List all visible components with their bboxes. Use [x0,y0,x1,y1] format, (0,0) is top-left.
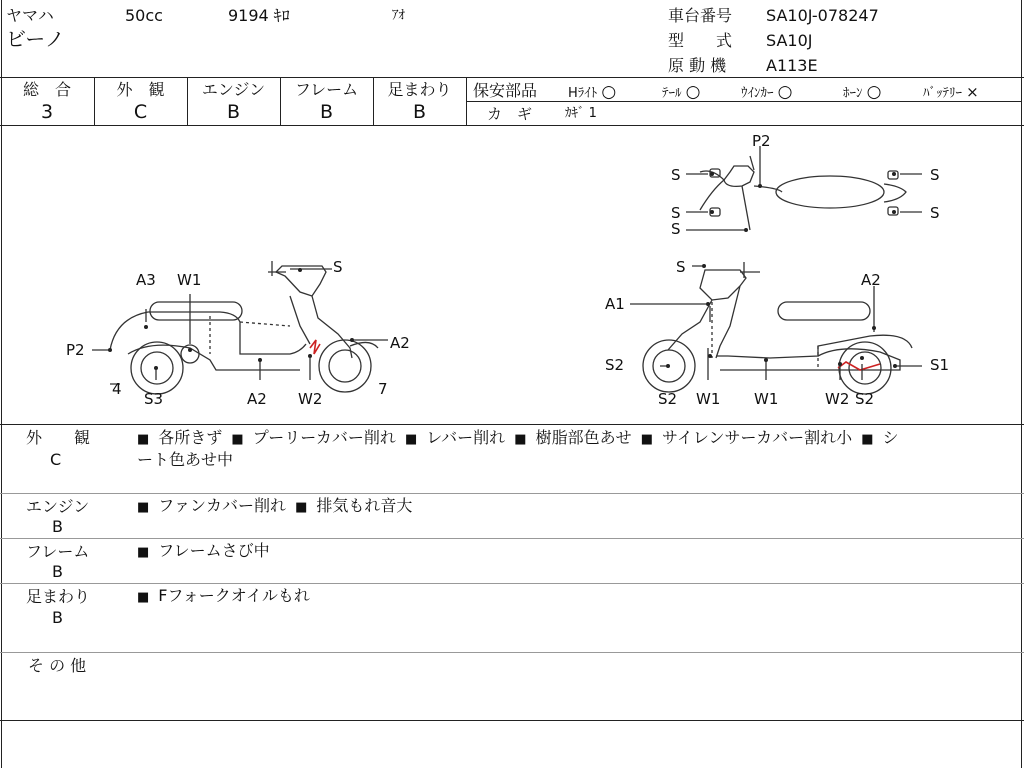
note-divider-2 [0,538,1024,539]
label-left-W2: W2 [298,390,323,408]
safety-horn-mark: ○ [866,82,882,102]
displacement: 50cc [125,6,163,25]
note-engine-grade: B [52,517,63,536]
note-engine-item: ■ ファンカバー削れ [137,496,286,515]
label-right-W2: W2 [825,390,850,408]
note-suspension-items [137,586,310,608]
note-exterior-item: ■ レバー削れ [405,428,505,447]
note-engine-label: エンジン [26,497,90,516]
top-view-scooter [686,146,922,230]
label-right-S2-wheel: S2 [658,390,678,408]
note-exterior-item-tail: ート色あせ中 [137,450,234,469]
safety-battery-mark: × [966,83,979,101]
note-frame-label: フレーム [26,542,90,561]
label-left-A3: A3 [136,271,156,289]
type-label: 型 式 [668,31,733,50]
label-right-S1: S1 [930,356,950,374]
label-left-A2: A2 [247,390,267,408]
safety-headlight: Hﾗｲﾄ ○ [568,82,617,102]
safety-headlight-mark: ○ [601,82,617,102]
grade-exterior-value: C [133,101,148,123]
note-divider-1 [0,493,1024,494]
grade-engine-label: エンジン [201,80,266,99]
header-divider [0,77,1024,78]
label-top-S-3: S [671,220,681,238]
model-name: ビーノ [6,27,65,51]
note-exterior-grade: C [50,450,62,469]
key-label: カ ギ [487,105,533,123]
note-frame-grade: B [52,562,63,581]
key-value: ｶｷﾞ 1 [565,106,597,121]
label-right-S2: S2 [855,390,875,408]
note-engine-item: ■ 排気もれ音大 [295,496,412,515]
label-right-W1-a: W1 [696,390,721,408]
note-suspension-label: 足まわり [26,587,91,606]
label-right-A1: A1 [605,295,625,313]
grade-overall-label: 総 合 [22,80,71,99]
diagram-bottom-line [0,424,1024,425]
label-left-S: S [333,258,343,276]
note-exterior-label: 外 観 [26,428,91,447]
note-suspension-item: ■ Fフォークオイルもれ [137,586,310,605]
note-exterior-item-tail-prefix: ■ シ [861,428,898,447]
color: ｱｵ [392,8,405,23]
grade-suspension-value: B [412,101,427,123]
label-top-S-1: S [671,166,681,184]
label-top-S-2: S [671,204,681,222]
note-divider-5 [0,720,1024,721]
label-right-W1-b: W1 [754,390,779,408]
mileage: 9194 ｷﾛ [228,6,290,25]
note-other-label: そ の 他 [28,656,87,675]
note-exterior-item: ■ 各所きず [137,428,222,447]
label-right-S2-left: S2 [605,356,625,374]
note-suspension-grade: B [52,608,63,627]
grade-frame-label: フレーム [294,80,359,99]
safety-label: 保安部品 [473,81,538,100]
note-engine-items [137,496,412,518]
note-exterior-items [137,428,899,450]
label-right-A2: A2 [861,271,881,289]
label-top-P2: P2 [752,132,771,150]
note-frame-items [137,541,270,563]
scooter-diagram [0,126,1024,424]
label-top-S-4: S [930,166,940,184]
engine-model-label: 原 動 機 [668,56,727,75]
grade-engine-value: B [226,101,241,123]
safety-winker: ｳｲﾝｶｰ ○ [741,82,793,102]
frame-no-label: 車台番号 [668,6,733,25]
safety-tail-mark: ○ [685,82,701,102]
note-exterior-item: ■ 樹脂部色あせ [514,428,631,447]
label-left-7: 7 [378,380,388,398]
grade-exterior-label: 外 観 [116,80,165,99]
label-left-P2: P2 [66,341,85,359]
engine-model: A113E [766,56,818,75]
frame-no: SA10J-078247 [766,6,879,25]
maker: ヤマハ [6,6,54,25]
label-top-S-5: S [930,204,940,222]
grade-suspension-label: 足まわり [387,80,452,99]
grade-frame-value: B [319,101,334,123]
safety-winker-mark: ○ [777,82,793,102]
note-divider-3 [0,583,1024,584]
note-frame-item: ■ フレームさび中 [137,541,270,560]
safety-horn: ﾎｰﾝ ○ [843,82,882,102]
note-divider-4 [0,652,1024,653]
label-left-S3: S3 [144,390,164,408]
label-left-A2-front: A2 [390,334,410,352]
label-right-S: S [676,258,686,276]
note-exterior-item: ■ プーリーカバー削れ [231,428,396,447]
type-value: SA10J [766,31,813,50]
label-left-4: 4 [112,380,122,398]
note-exterior-item: ■ サイレンサーカバー割れ小 [641,428,852,447]
safety-tail: ﾃｰﾙ ○ [662,82,701,102]
label-left-W1: W1 [177,271,202,289]
safety-battery: ﾊﾞｯﾃﾘｰ × [923,83,979,101]
grade-overall-value: 3 [40,101,54,123]
